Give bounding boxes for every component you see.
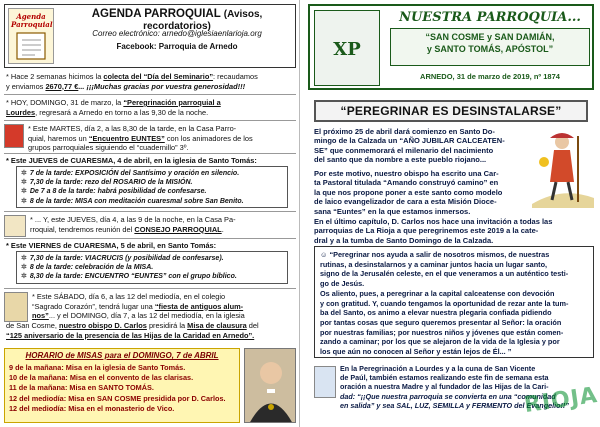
gear-icon: ✲ [21, 264, 27, 272]
article-title: “PEREGRINAR ES DESINSTALARSE” [314, 100, 588, 122]
mass-schedule-title: HORARIO de MISAS para el DOMINGO, 7 de ABRIL [25, 351, 219, 360]
school-crest [4, 292, 28, 322]
mass-schedule [4, 348, 240, 423]
notice-viernes: * Este VIERNES de CUARESMA, 5 de abril, en Santo Tomás: [6, 241, 217, 250]
mass-row: 12 del mediodía: Misa en el monasterio de Vico. [9, 403, 175, 413]
rioja-watermark: RIOJA [522, 382, 600, 419]
paragraph-pastoral-letter: Por este motivo, nuestro obispo ha escrito una Car- ta Pastoral titulada “Amando construyó camino” en la que nos propone poner a este santo como modelo de laico evangelizador de cara a esta Misión Dioce- sana “Euntes” en la que estamos inmersos. [314, 169, 503, 216]
chi-rho-logo [314, 10, 380, 86]
divider [4, 238, 296, 239]
gear-icon: ✲ [21, 255, 27, 262]
mass-row: 10 de la mañana: Misa en el convento de las clarisas. [9, 373, 194, 383]
bishop-quote: ☺ “Peregrinar nos ayuda a salir de nosotros mismos, de nuestras rutinas, a desinstalarnos y a caminar juntos hacia un lugar santo, signo de la Jerusalén celeste, en el que veneramos a un auténtico testi- go de Jesús. Os aliento, pues, a peregrinar a la capital calceatense con devoción y con gratitud. Y, cuando tengamos la oportunidad de rezar ante la tum- ba del Santo, os animo a elevar nuestra plegaria confiada pidiendo por tantas cosas que seguro queremos presentar al Señor: la oración por nuestras familias; por nuestros niños y jóvenes que están comen- zando a caminar; por los que se alejaron de la vida de la Iglesia y por los que aún no conocen al Señor y están lejos de Él... ” [314, 246, 594, 358]
bishop-photo [244, 348, 296, 423]
mass-row: 12 del mediodía: Misa en SAN COSME presidida por D. Carlos. [9, 393, 226, 403]
paragraph-invitation: En el último capítulo, D. Carlos nos hace una invitación a todas las parroquias de La Rioja a que peregrinemos este 2019 a la cate- dral y a la tumba de Santo Domingo de la Calzada. [314, 217, 553, 245]
agenda-facebook: Facebook: Parroquia de Arnedo [116, 42, 238, 51]
chi-rho-icon: XP [333, 39, 361, 60]
notice-consejo: * ... Y, este JUEVES, día 4, a las 9 de la noche, en la Casa Pa- rroquial, tendremos reunión del CONSEJO PARROQUIAL. [30, 215, 236, 234]
gear-icon: ✲ [21, 273, 27, 281]
notice-sabado: * Este SÁBADO, día 6, a las 12 del mediodía, en el colegio “Sagrado Corazón”, tendrá lugar una “fiesta de antiguos alum- nos”... y el DOMINGO, día 7, a las 12 del mediodía, en la iglesia [32, 292, 245, 321]
divider [4, 120, 296, 121]
parish-title: NUESTRA PARROQUIA... [399, 10, 581, 25]
pilgrim-illustration [532, 126, 594, 208]
mass-row: 11 de la mañana: Misa en SANTO TOMÁS. [9, 383, 154, 393]
right-page [300, 0, 600, 427]
viernes-schedule: ✲ 7,30 de la tarde: VIACRUCIS (y posibilidad de confesarse). ✲ 8 de la tarde: celebración de la MISA. ✲ 8,30 de la tarde: ENCUENTRO “EUNTES” con el grupo bíblico. [16, 251, 288, 284]
issue-date: ARNEDO, 31 de marzo de 2019, nº 1874 [420, 72, 560, 81]
bishop-portrait-icon [245, 349, 296, 423]
euntes-logo [4, 124, 24, 148]
agenda-logo [8, 8, 54, 64]
parish-name-box: “SAN COSME y SAN DAMIÁN, y SANTO TOMÁS, APÓSTOL” [390, 28, 590, 66]
gear-icon: ✲ [21, 179, 27, 187]
parish-header [308, 4, 594, 90]
gear-icon: ✲ [21, 188, 27, 196]
lourdes-image [314, 366, 336, 398]
notebook-icon [15, 31, 49, 61]
gear-icon: ✲ [21, 170, 27, 177]
agenda-title: AGENDA PARROQUIAL (Avisos, recordatorios) [91, 8, 263, 32]
council-icon [4, 215, 26, 237]
divider [4, 94, 296, 95]
agenda-email: Correo electrónico: arnedo@iglesiaenlarioja.org [92, 29, 262, 38]
agenda-logo-text: Agenda Parroquial [11, 12, 53, 29]
paragraph-lourdes: En la Peregrinación a Lourdes y a la cuna de San Vicente de Paúl, también estamos realizando este fin de semana esta oración a nuestra Madre y al fundador de las Hijas de la Cari- dad: “¡¡Que nuestra parroquia se convierta en una “comunidad en salida” y sea SAL, LUZ, SEMILLA y FERMENTO del Evangelio!!” [340, 364, 569, 410]
notice-euntes: * Este MARTES, día 2, a las 8,30 de la tarde, en la Casa Parro- quial, haremos un “Encuentro EUNTES” con los animadores de los grupos parroquiales siguiendo el “cuadernillo” 3º. [28, 124, 253, 153]
jueves-schedule: ✲ 7 de la tarde: EXPOSICIÓN del Santísimo y oración en silencio. ✲ 7,30 de la tarde: rezo del ROSARIO de la MISIÓN. ✲ De 7 a 8 de la tarde: habrá posibilidad de confesarse. ✲ 8 de la tarde: MISA con meditación cuaresmal sobre San Benito. [16, 166, 288, 208]
gear-icon: ✲ [21, 197, 27, 205]
divider [4, 211, 296, 212]
notice-clausura: de San Cosme, nuestro obispo D. Carlos presidirá la Misa de clausura del “125 aniversario de la presencia de las Hijas de la Caridad en Arnedo”. [6, 321, 259, 340]
agenda-header [4, 4, 296, 68]
paragraph-jubilee: El próximo 25 de abril dará comienzo en Santo Do- mingo de la Calzada un “AÑO JUBILAR CALCEATEN- SE” que conmemorará el milenario del nacimiento del santo que da nombre a este pueblo riojano... [314, 127, 505, 165]
mass-row: 9 de la mañana: Misa en la iglesia de Santo Tomás. [9, 363, 186, 372]
notice-jueves: * Este JUEVES de CUARESMA, 4 de abril, en la iglesia de Santo Tomás: [6, 156, 257, 165]
notice-lourdes: * HOY, DOMINGO, 31 de marzo, la “Peregrinación parroquial a Lourdes, regresará a Arnedo en torno a las 9,30 de la noche. [6, 98, 221, 117]
divider [4, 288, 296, 289]
notice-seminario: * Hace 2 semanas hicimos la colecta del “Día del Seminario”: recaudamos y enviamos 2670,77 €... ¡¡¡Muchas gracias por vuestra generosidad!!! [6, 72, 258, 91]
divider [4, 153, 296, 154]
